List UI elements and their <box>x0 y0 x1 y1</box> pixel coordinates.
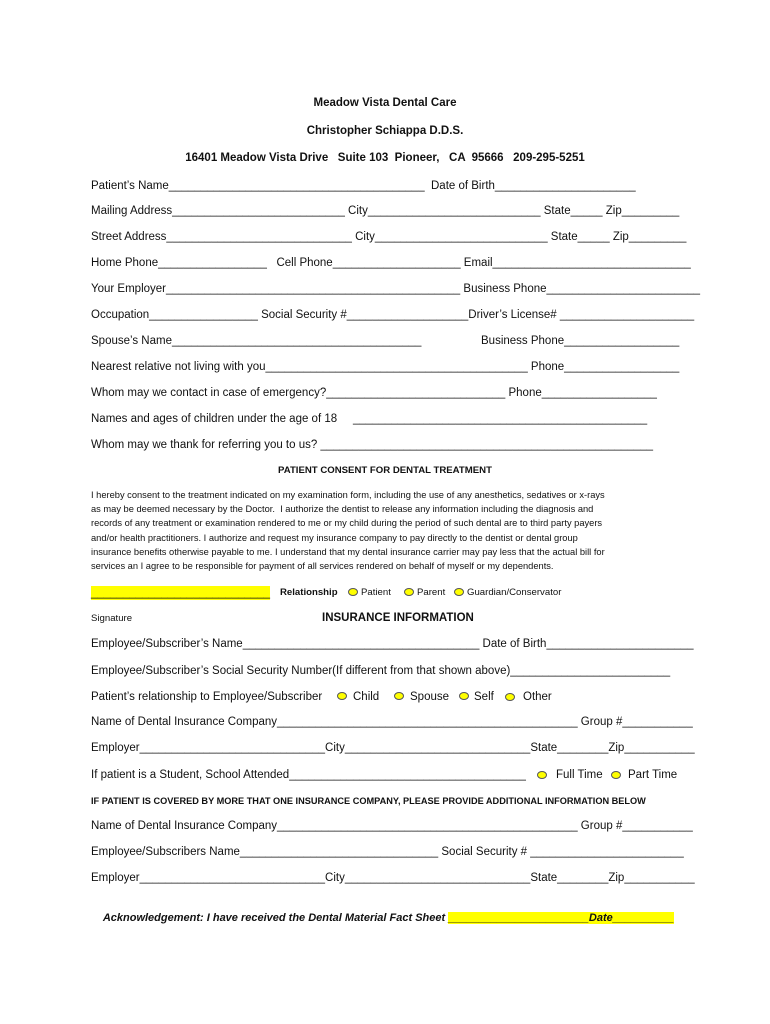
patient-option-label: Patient <box>361 587 391 598</box>
school-attended-field[interactable]: If patient is a Student, School Attended_____________________________________ <box>91 769 526 781</box>
practice-name: Meadow Vista Dental Care <box>313 97 457 109</box>
patient-radio[interactable] <box>348 588 358 596</box>
guardian-option-label: Guardian/Conservator <box>467 587 562 598</box>
consent-line: services an I agree to be responsible for payment of all services rendered on behalf of myself or my dependents. <box>91 561 554 572</box>
child-radio[interactable] <box>337 692 347 700</box>
consent-line: as may be deemed necessary by the Doctor. I authorize the dentist to release any information including the diagnosis and <box>91 504 594 515</box>
spouse-business-phone-field[interactable]: Business Phone__________________ <box>481 335 680 347</box>
employer-field[interactable]: Your Employer______________________________________________ Business Phone________________________ <box>91 283 701 295</box>
self-option-label: Self <box>474 691 494 703</box>
emergency-contact-field[interactable]: Whom may we contact in case of emergency?____________________________ Phone__________________ <box>91 387 657 399</box>
second-employer-field[interactable]: Employer_____________________________City_____________________________State________Zip___________ <box>91 872 695 884</box>
consent-line: insurance benefits otherwise payable to me. I understand that my dental insurance carrier may pay less that the actual bill for <box>91 546 605 557</box>
consent-paragraph <box>91 488 683 573</box>
insurance-title: INSURANCE INFORMATION <box>322 612 474 624</box>
doctor-name: Christopher Schiappa D.D.S. <box>306 125 464 137</box>
occupation-field[interactable]: Occupation_________________ Social Security #___________________Driver’s License# _____________________ <box>91 309 695 321</box>
second-insurance-company-field[interactable]: Name of Dental Insurance Company_______________________________________________ Group #___________ <box>91 820 693 832</box>
subscriber-ssn-field[interactable]: Employee/Subscriber’s Social Security Number(If different from that shown above)_________________________ <box>91 665 671 677</box>
parent-option-label: Parent <box>417 587 446 598</box>
parent-radio[interactable] <box>404 588 414 596</box>
mailing-address-field[interactable]: Mailing Address___________________________ City___________________________ State_____ Zip_________ <box>91 205 680 217</box>
acknowledgement-text: Acknowledgement: I have received the Dental Material Fact Sheet _______________________Date__________ <box>102 912 674 924</box>
part-time-label: Part Time <box>628 769 678 781</box>
multiple-insurance-notice: IF PATIENT IS COVERED BY MORE THAT ONE INSURANCE COMPANY, PLEASE PROVIDE ADDITIONAL INFORMATION BELOW <box>91 796 646 806</box>
insurance-employer-field[interactable]: Employer_____________________________City_____________________________State________Zip___________ <box>91 742 695 754</box>
guardian-radio[interactable] <box>454 588 464 596</box>
acknowledgement-field[interactable] <box>91 897 674 939</box>
street-address-field[interactable]: Street Address_____________________________ City___________________________ State_____ Zip_________ <box>91 231 687 243</box>
part-time-radio[interactable] <box>611 771 621 779</box>
consent-title: PATIENT CONSENT FOR DENTAL TREATMENT <box>278 465 492 476</box>
spouse-radio[interactable] <box>394 692 404 700</box>
patient-name-field[interactable]: Patient’s Name________________________________________ Date of Birth______________________ <box>91 180 636 192</box>
subscriber-relationship-label: Patient’s relationship to Employee/Subscriber <box>91 691 323 703</box>
signature-label: Signature <box>91 613 133 624</box>
relationship-label: Relationship <box>280 587 338 598</box>
children-label: Names and ages of children under the age of 18 <box>91 413 338 425</box>
full-time-label: Full Time <box>556 769 603 781</box>
spouse-name-field[interactable]: Spouse’s Name_______________________________________ <box>91 335 422 347</box>
full-time-radio[interactable] <box>537 771 547 779</box>
subscriber-name-field[interactable]: Employee/Subscriber’s Name_____________________________________ Date of Birth_______________________ <box>91 638 694 650</box>
signature-field[interactable]: ____________________________ <box>91 587 271 599</box>
spouse-option-label: Spouse <box>410 691 450 703</box>
referral-field[interactable]: Whom may we thank for referring you to us? ____________________________________________________ <box>91 439 654 451</box>
children-field[interactable]: ______________________________________________ <box>353 413 648 425</box>
insurance-company-field[interactable]: Name of Dental Insurance Company_______________________________________________ Group #___________ <box>91 716 693 728</box>
consent-line: and/or health practitioners. I authorize and request my insurance company to pay directly to the dentist or dental group <box>91 532 578 543</box>
other-option-label: Other <box>523 691 552 703</box>
self-radio[interactable] <box>459 692 469 700</box>
practice-address: 16401 Meadow Vista Drive Suite 103 Pioneer, CA 95666 209-295-5251 <box>185 152 585 164</box>
consent-line: records of any treatment or examination rendered to me or my child during the period of such dental are to third party payers <box>91 518 603 529</box>
consent-line: I hereby consent to the treatment indicated on my examination form, including the use of any anesthetics, sedatives or x-rays <box>91 490 605 500</box>
acknowledgement-blank[interactable]: _______________________Date__________ <box>448 912 674 924</box>
nearest-relative-field[interactable]: Nearest relative not living with you_________________________________________ Phone__________________ <box>91 361 680 373</box>
other-radio[interactable] <box>505 693 515 701</box>
child-option-label: Child <box>353 691 380 703</box>
second-subscriber-field[interactable]: Employee/Subscribers Name_______________________________ Social Security # ________________________ <box>91 846 684 858</box>
phone-email-field[interactable]: Home Phone_________________ Cell Phone____________________ Email_______________________________ <box>91 257 691 269</box>
